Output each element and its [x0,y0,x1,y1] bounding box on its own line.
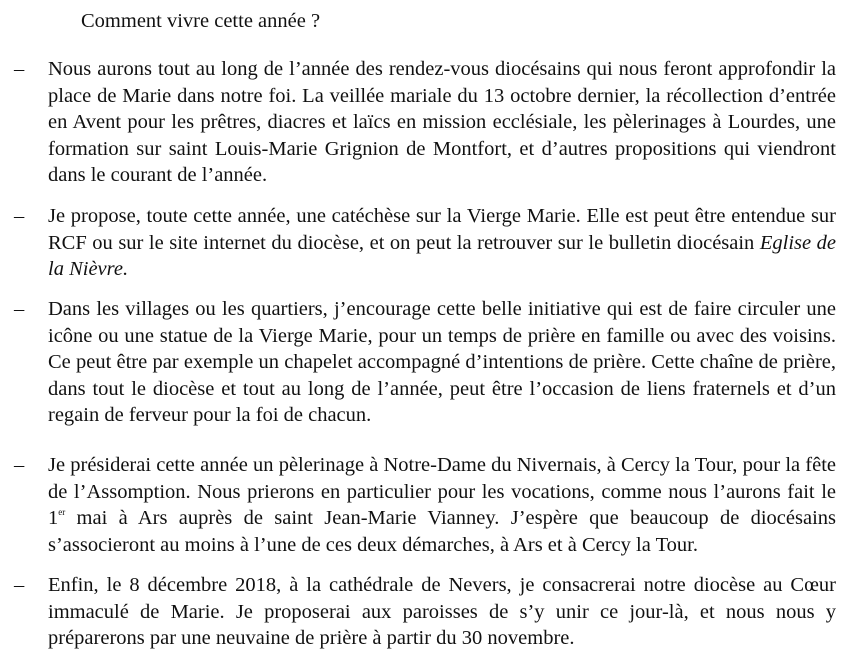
item-text: Nous aurons tout au long de l’année des rendez-vous diocésains qui nous feront approfondir la place de Marie dans notre foi. La veillée mariale du 13 octobre dernier, la récollection d’entrée en Avent pour les prêtres, diacres et laïcs en mission ecclésiale, les pèlerinages à Lourdes, une formation sur saint Louis-Marie Grignion de Montfort, et d’autres propositions qui viendront dans le courant de l’année. [48,58,836,186]
item-text: Dans les villages ou les quartiers, j’encourage cette belle initiative qui est de faire circuler une icône ou une statue de la Vierge Marie, pour un temps de prière en famille ou avec des voisins. Ce peut être par exemple un chapelet accompagné d’intentions de prière. Cette chaîne de prière, dans tout le diocèse et tout au long de l’année, peut être l’occasion de liens fraternels et d’un regain de ferveur pour la foi de chacun. [48,298,836,426]
item-text-container [48,203,836,283]
bullet-dash: – [14,298,25,320]
item-text-container [48,452,836,558]
bullet-dash: – [14,205,25,227]
item-text: Je propose, toute cette année, une catéchèse sur la Vierge Marie. Elle est peut être entendue sur RCF ou sur le site internet du diocèse, et on peut la retrouver sur le bulletin diocésain [48,205,836,254]
bullet-dash: – [14,574,25,596]
item-italic-title: Eglise de la Nièvre. [48,231,836,280]
item-superscript: er [58,507,66,517]
item-text-after: mai à Ars auprès de saint Jean-Marie Vianney. J’espère que beaucoup de diocésains s’associeront au moins à l’une de ces deux démarches, à Ars et à Cercy la Tour. [48,507,836,556]
page-heading: Comment vivre cette année ? [81,10,321,32]
bullet-dash: – [14,454,25,476]
item-text: Enfin, le 8 décembre 2018, à la cathédrale de Nevers, je consacrerai notre diocèse au Cœur immaculé de Marie. Je proposerai aux paroisses de s’y unir ce jour-là, et nous nous y préparerons par une neuvaine de prière à partir du 30 novembre. [48,574,836,649]
bullet-dash: – [14,58,25,80]
item-text-before: Je présiderai cette année un pèlerinage à Notre-Dame du Nivernais, à Cercy la Tour, pour la fête de l’Assomption. Nous prierons en particulier pour les vocations, comme nous l’aurons fait le 1 [48,454,836,529]
